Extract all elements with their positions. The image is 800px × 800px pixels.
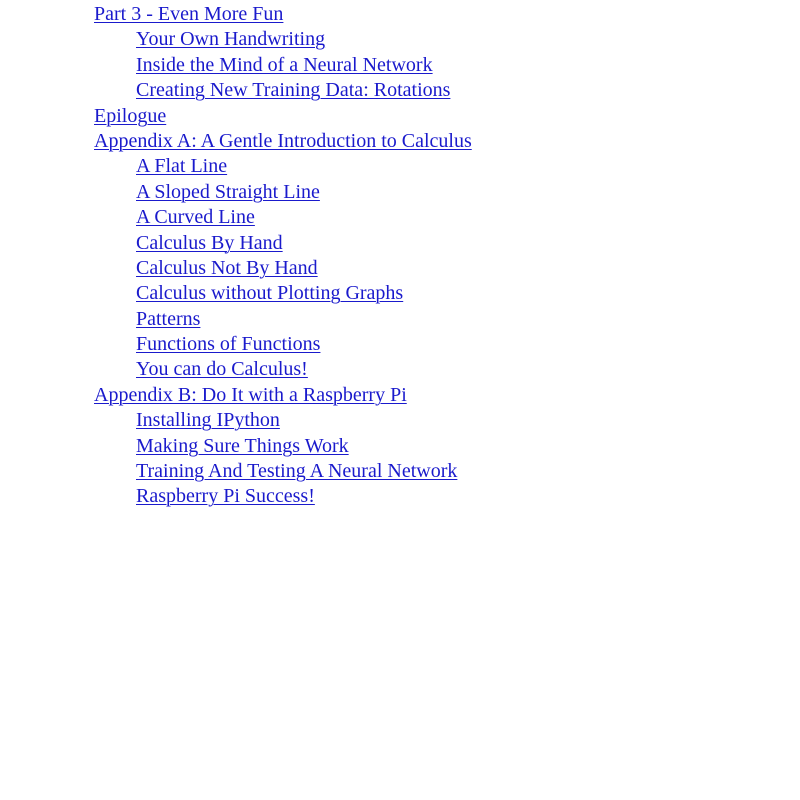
- toc-entry-flat-line: [0, 154, 800, 179]
- toc-entry-inside-the-mind: [0, 53, 800, 78]
- toc-link-appendix-a-calculus[interactable]: Appendix A: A Gentle Introduction to Calculus: [94, 129, 472, 152]
- toc-entry-patterns: [0, 307, 800, 332]
- toc-entry-making-sure: [0, 434, 800, 459]
- toc-entry-training-and-testing: [0, 459, 800, 484]
- toc-entry-without-plotting: [0, 281, 800, 306]
- toc-link-part-3-even-more-fun[interactable]: Part 3 - Even More Fun: [94, 3, 284, 25]
- toc-entry-sloped-line: [0, 180, 800, 205]
- toc-entry-appendix-a: [0, 129, 800, 154]
- toc-link-making-sure-things-work[interactable]: Making Sure Things Work: [136, 434, 349, 457]
- toc-entry-your-own-handwriting: [0, 27, 800, 52]
- toc-link-patterns[interactable]: Patterns: [136, 307, 201, 330]
- toc-entry-calculus-not-by-hand: [0, 256, 800, 281]
- toc-link-creating-new-training-data-rotations[interactable]: Creating New Training Data: Rotations: [136, 79, 451, 102]
- toc-entry-curved-line: [0, 205, 800, 230]
- toc-entry-epilogue: [0, 104, 800, 129]
- toc-link-a-curved-line[interactable]: A Curved Line: [136, 206, 255, 229]
- toc-link-raspberry-pi-success[interactable]: Raspberry Pi Success!: [136, 485, 315, 508]
- toc-link-your-own-handwriting[interactable]: Your Own Handwriting: [136, 28, 326, 51]
- toc-link-calculus-without-plotting-graphs[interactable]: Calculus without Plotting Graphs: [136, 282, 404, 305]
- toc-entry-installing-ipython: [0, 408, 800, 433]
- toc-link-a-flat-line[interactable]: A Flat Line: [136, 155, 228, 178]
- toc-link-appendix-b-raspberry-pi[interactable]: Appendix B: Do It with a Raspberry Pi: [94, 383, 407, 406]
- toc-link-installing-ipython[interactable]: Installing IPython: [136, 409, 280, 432]
- toc-link-a-sloped-straight-line[interactable]: A Sloped Straight Line: [136, 180, 320, 203]
- toc-entry-part-3: [0, 2, 800, 27]
- toc-link-calculus-not-by-hand[interactable]: Calculus Not By Hand: [136, 256, 318, 279]
- toc-entry-rotations: [0, 78, 800, 103]
- toc-link-epilogue[interactable]: Epilogue: [94, 104, 167, 127]
- table-of-contents: [0, 2, 800, 510]
- toc-entry-raspberry-pi-success: [0, 484, 800, 509]
- toc-link-inside-the-mind-of-a-neural-network[interactable]: Inside the Mind of a Neural Network: [136, 53, 433, 76]
- toc-entry-appendix-b: [0, 383, 800, 408]
- toc-link-you-can-do-calculus[interactable]: You can do Calculus!: [136, 358, 308, 381]
- toc-entry-you-can-do-calculus: [0, 357, 800, 382]
- toc-link-calculus-by-hand[interactable]: Calculus By Hand: [136, 231, 283, 254]
- toc-link-functions-of-functions[interactable]: Functions of Functions: [136, 333, 321, 356]
- toc-entry-functions-of-functions: [0, 332, 800, 357]
- toc-entry-calculus-by-hand: [0, 231, 800, 256]
- toc-link-training-and-testing-a-neural-network[interactable]: Training And Testing A Neural Network: [136, 460, 458, 483]
